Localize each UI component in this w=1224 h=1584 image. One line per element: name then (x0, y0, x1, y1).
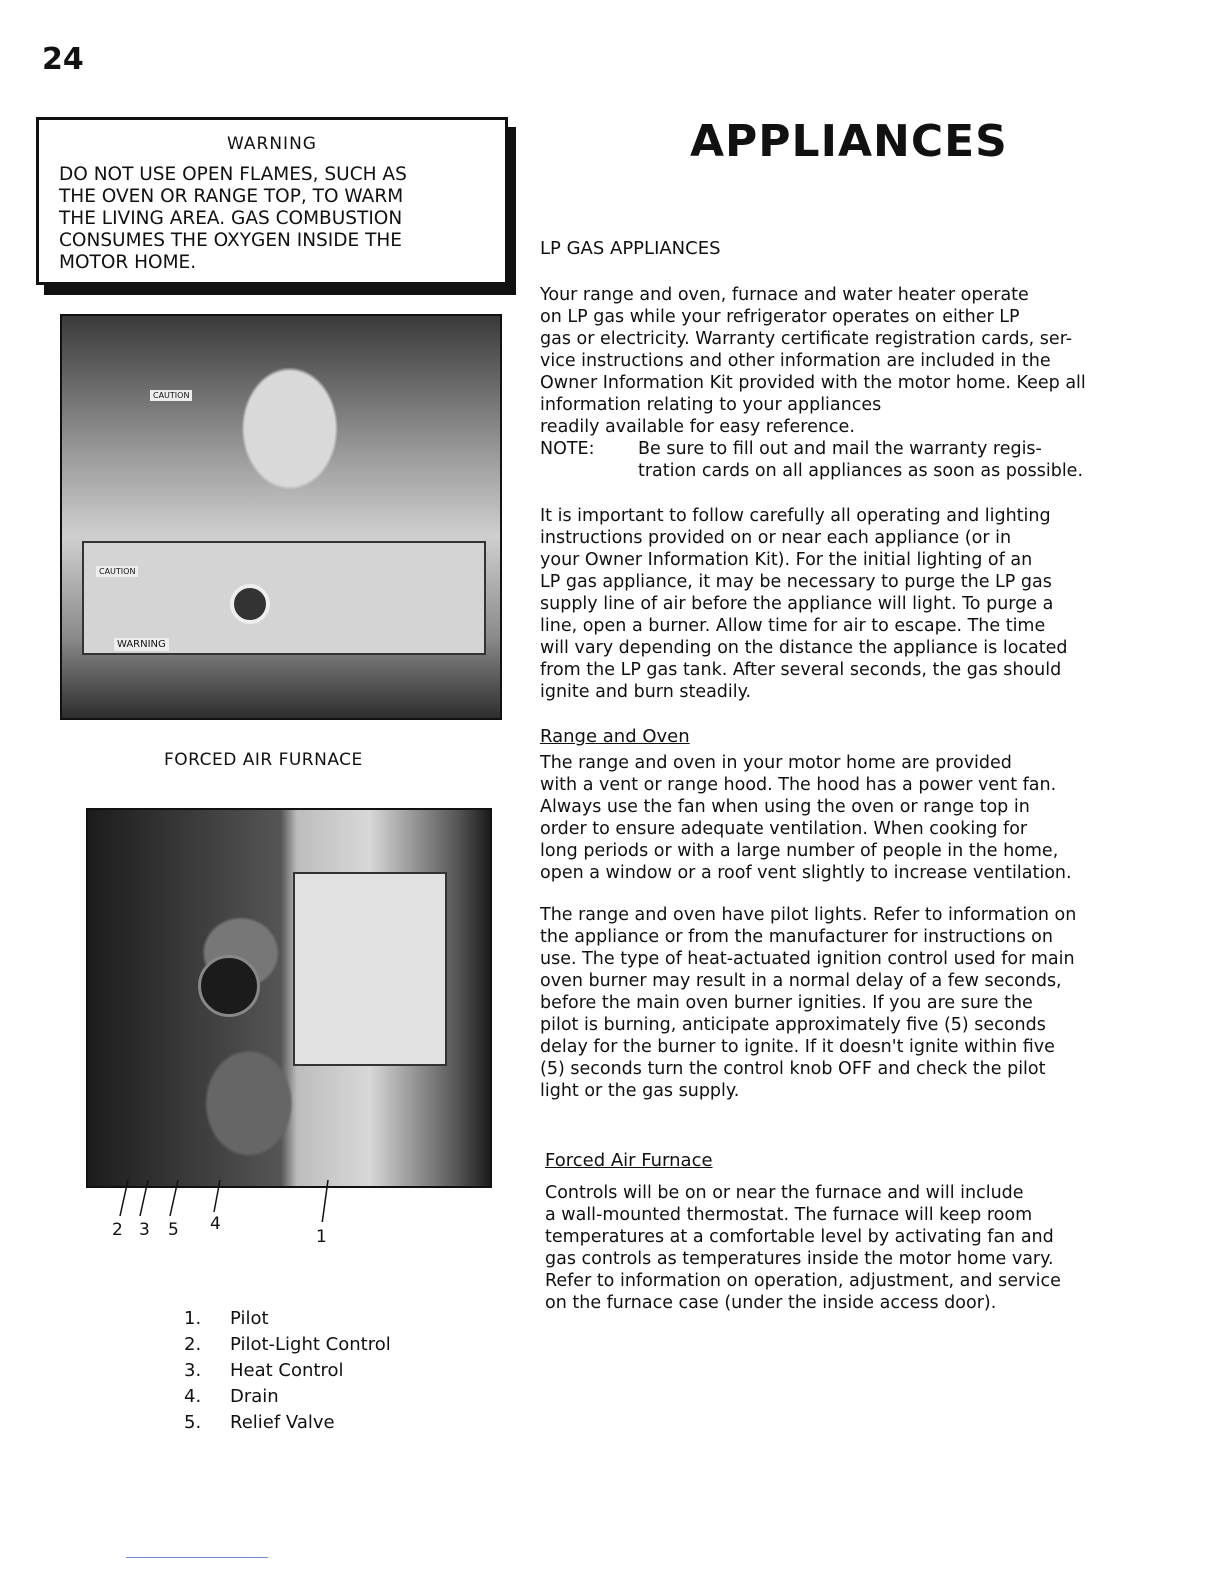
text-line: supply line of air before the appliance will light. To purge a (540, 594, 1054, 614)
callout-2: 2 (112, 1220, 123, 1240)
text-line: a wall-mounted thermostat. The furnace will keep room (545, 1205, 1033, 1225)
warning-text (59, 164, 499, 274)
callout-1: 1 (316, 1227, 327, 1247)
legend-number: 5. (184, 1412, 202, 1433)
photo-caption: FORCED AIR FURNACE (164, 750, 363, 770)
text-line: before the main oven burner ignities. If you are sure the (540, 993, 1033, 1013)
text-line: delay for the burner to ignite. If it doesn't ignite within five (540, 1037, 1055, 1057)
furnace-heading: Forced Air Furnace (545, 1150, 713, 1171)
text-line: Always use the fan when using the oven or range top in (540, 797, 1030, 817)
page-heading: APPLIANCES (690, 116, 1008, 167)
text-line: will vary depending on the distance the appliance is located (540, 638, 1068, 658)
note-label: NOTE: (540, 439, 595, 459)
legend-item (184, 1358, 391, 1384)
warning-label: WARNING (114, 638, 169, 651)
water-heater-label-panel (293, 872, 447, 1066)
text-line: open a window or a roof vent slightly to increase ventilation. (540, 863, 1072, 883)
legend-item (184, 1410, 391, 1436)
text-line: information relating to your appliances (540, 395, 882, 415)
text-line: gas controls as temperatures inside the motor home vary. (545, 1249, 1054, 1269)
legend-number: 3. (184, 1360, 202, 1381)
callout-5: 5 (168, 1220, 179, 1240)
text-line: on LP gas while your refrigerator operates on either LP (540, 307, 1020, 327)
legend-item (184, 1384, 391, 1410)
text-line: temperatures at a comfortable level by activating fan and (545, 1227, 1054, 1247)
text-line: instructions provided on or near each appliance (or in (540, 528, 1012, 548)
lp-paragraph-1 (540, 284, 1160, 482)
callout-3: 3 (139, 1220, 150, 1240)
warning-title: WARNING (227, 134, 317, 154)
range-oven-section (540, 726, 1160, 1102)
text-line: your Owner Information Kit). For the initial lighting of an (540, 550, 1033, 570)
legend-label: Heat Control (230, 1360, 344, 1381)
text-line: line, open a burner. Allow time for air to escape. The time (540, 616, 1046, 636)
page-number: 24 (42, 42, 84, 77)
text-line: Owner Information Kit provided with the motor home. Keep all (540, 373, 1086, 393)
text-line: (5) seconds turn the control knob OFF and check the pilot (540, 1059, 1046, 1079)
legend-item (184, 1306, 391, 1332)
note-text (638, 438, 1083, 482)
lp-paragraph-2 (540, 505, 1160, 703)
text-line: tration cards on all appliances as soon as possible. (638, 461, 1084, 481)
furnace-control-knob (230, 584, 270, 624)
text-line: the appliance or from the manufacturer for instructions on (540, 927, 1053, 947)
legend-item (184, 1332, 391, 1358)
parts-legend (184, 1306, 391, 1436)
text-line: vice instructions and other information are included in the (540, 351, 1051, 371)
text-line: readily available for easy reference. (540, 417, 855, 437)
callout-4: 4 (210, 1214, 221, 1234)
legend-label: Drain (230, 1386, 279, 1407)
furnace-section (545, 1150, 1165, 1314)
range-paragraph-2 (540, 904, 1160, 1102)
text-line: ignite and burn steadily. (540, 682, 752, 702)
footer-rule (126, 1557, 268, 1558)
warning-line: THE OVEN OR RANGE TOP, TO WARM (59, 186, 404, 207)
legend-label: Relief Valve (230, 1412, 335, 1433)
caution-label: CAUTION (96, 566, 138, 577)
warning-line: DO NOT USE OPEN FLAMES, SUCH AS (59, 164, 407, 185)
legend-number: 2. (184, 1334, 202, 1355)
text-line: pilot is burning, anticipate approximately five (5) seconds (540, 1015, 1046, 1035)
warning-box (36, 117, 508, 285)
text-line: on the furnace case (under the inside access door). (545, 1293, 997, 1313)
legend-number: 1. (184, 1308, 202, 1329)
text-line: Controls will be on or near the furnace and will include (545, 1183, 1024, 1203)
note (540, 438, 1160, 482)
caution-label: CAUTION (150, 390, 192, 401)
text-line: with a vent or range hood. The hood has a power vent fan. (540, 775, 1057, 795)
water-heater-photo (86, 808, 492, 1188)
warning-line: THE LIVING AREA. GAS COMBUSTION (59, 208, 403, 229)
warning-line: CONSUMES THE OXYGEN INSIDE THE (59, 230, 402, 251)
text-line: Refer to information on operation, adjustment, and service (545, 1271, 1061, 1291)
text-line: The range and oven in your motor home are provided (540, 753, 1012, 773)
text-line: Your range and oven, furnace and water heater operate (540, 285, 1029, 305)
text-line: use. The type of heat-actuated ignition control used for main (540, 949, 1075, 969)
legend-label: Pilot (230, 1308, 269, 1329)
water-heater-control-knob (198, 955, 260, 1017)
range-oven-heading: Range and Oven (540, 726, 690, 747)
text-line: long periods or with a large number of people in the home, (540, 841, 1059, 861)
legend-number: 4. (184, 1386, 202, 1407)
text-line: oven burner may result in a normal delay of a few seconds, (540, 971, 1062, 991)
text-line: LP gas appliance, it may be necessary to purge the LP gas (540, 572, 1052, 592)
text-line: from the LP gas tank. After several seconds, the gas should (540, 660, 1062, 680)
text-line: light or the gas supply. (540, 1081, 740, 1101)
furnace-photo (60, 314, 502, 720)
warning-line: MOTOR HOME. (59, 252, 197, 273)
text-line: It is important to follow carefully all operating and lighting (540, 506, 1051, 526)
lp-gas-heading: LP GAS APPLIANCES (540, 238, 721, 259)
text-line: gas or electricity. Warranty certificate registration cards, ser- (540, 329, 1073, 349)
furnace-paragraph (545, 1182, 1165, 1314)
text-line: The range and oven have pilot lights. Refer to information on (540, 905, 1077, 925)
text-line: order to ensure adequate ventilation. When cooking for (540, 819, 1028, 839)
range-paragraph-1 (540, 752, 1160, 884)
text-line: Be sure to fill out and mail the warranty regis- (638, 439, 1042, 459)
legend-label: Pilot-Light Control (230, 1334, 391, 1355)
